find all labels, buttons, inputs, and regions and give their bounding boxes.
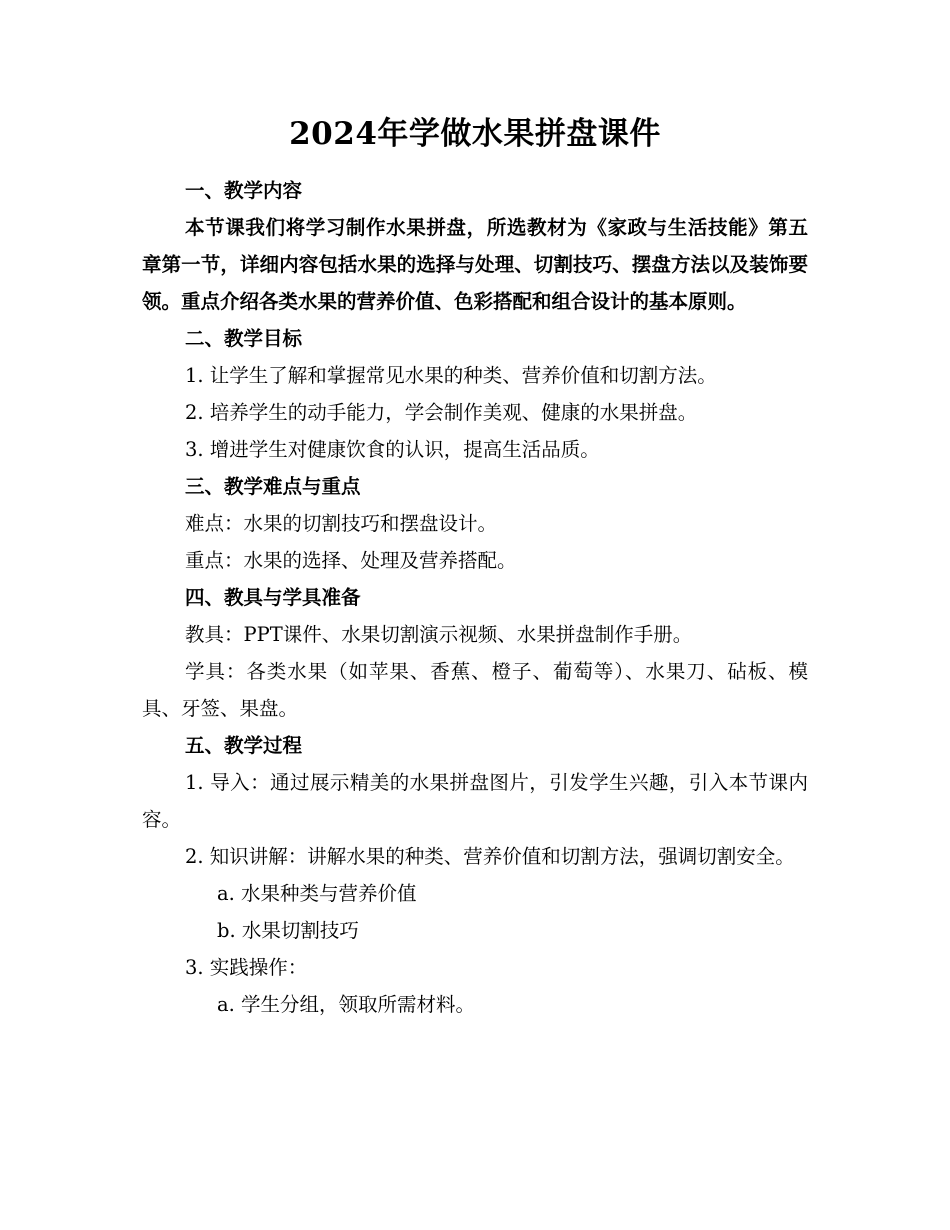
process-sub-item: a. 水果种类与营养价值 xyxy=(217,882,417,905)
difficulty-paragraph: 难点：水果的切割技巧和摆盘设计。 xyxy=(185,512,498,535)
section-heading-objectives: 二、教学目标 xyxy=(185,327,303,350)
process-step-1: 1. 导入：通过展示精美的水果拼盘图片，引发学生兴趣，引入本节课内容。 xyxy=(142,771,808,831)
objective-item-3: 3. 增进学生对健康饮食的认识，提高生活品质。 xyxy=(185,438,600,461)
process-step-3: 3. 实践操作： xyxy=(185,956,308,979)
document-title: 2024年学做水果拼盘课件 xyxy=(289,116,661,152)
objective-item-2: 2. 培养学生的动手能力，学会制作美观、健康的水果拼盘。 xyxy=(185,401,698,424)
process-sub-item: b. 水果切割技巧 xyxy=(217,919,359,942)
objective-item-1: 1. 让学生了解和掌握常见水果的种类、营养价值和切割方法。 xyxy=(185,364,717,387)
section-heading-materials: 四、教具与学具准备 xyxy=(185,586,361,609)
process-step-2: 2. 知识讲解：讲解水果的种类、营养价值和切割方法，强调切割安全。 xyxy=(185,845,795,868)
focus-paragraph: 重点：水果的选择、处理及营养搭配。 xyxy=(185,549,517,572)
process-sub-item: a. 学生分组，领取所需材料。 xyxy=(217,993,476,1016)
document-page xyxy=(142,112,808,1023)
learning-tools-paragraph: 学具：各类水果（如苹果、香蕉、橙子、葡萄等）、水果刀、砧板、模具、牙签、果盘。 xyxy=(142,660,808,720)
section-heading-process: 五、教学过程 xyxy=(185,734,303,757)
content-paragraph: 本节课我们将学习制作水果拼盘，所选教材为《家政与生活技能》第五章第一节，详细内容包括水果的选择与处理、切割技巧、摆盘方法以及装饰要领。重点介绍各类水果的营养价值、色彩搭配和组合设计的基本原则。 xyxy=(142,216,808,313)
section-heading-key-points: 三、教学难点与重点 xyxy=(185,475,361,498)
teaching-tools-paragraph: 教具：PPT课件、水果切割演示视频、水果拼盘制作手册。 xyxy=(185,623,693,646)
section-heading-content: 一、教学内容 xyxy=(185,179,303,202)
